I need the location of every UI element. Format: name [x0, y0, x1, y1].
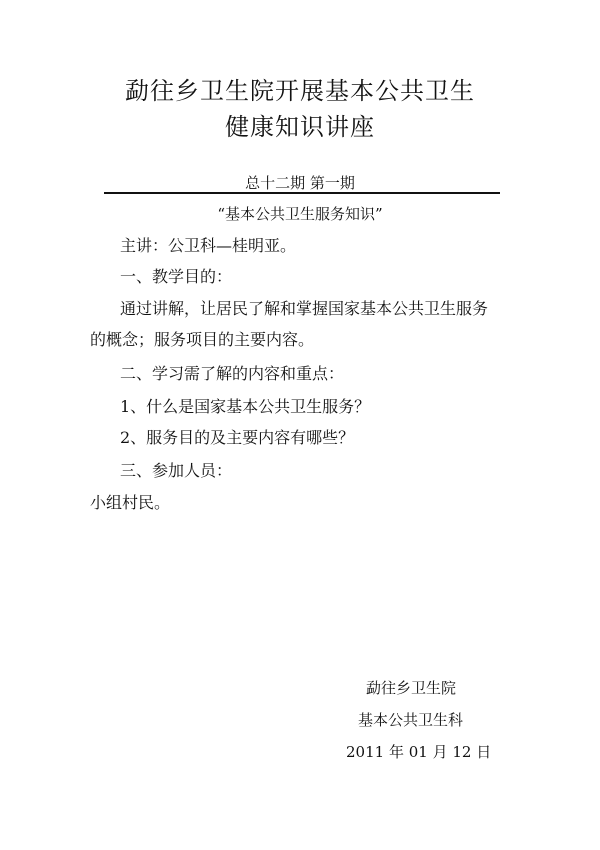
lecturer-line: 主讲：公卫科—桂明亚。	[120, 236, 297, 255]
section2-item1: 1、什么是国家基本公共卫生服务？	[120, 397, 371, 416]
document-title-line1: 勐往乡卫生院开展基本公共卫生	[125, 77, 475, 105]
section1-body-line2: 的概念；服务项目的主要内容。	[90, 330, 315, 349]
lecture-subtitle: “基本公共卫生服务知识”	[217, 205, 383, 223]
section2-item2: 2、服务目的及主要内容有哪些？	[120, 428, 355, 447]
section1-body-line1: 通过讲解，让居民了解和掌握国家基本公共卫生服务	[120, 299, 489, 318]
issue-number: 总十二期 第一期	[245, 174, 355, 192]
section3-heading: 三、参加人员：	[120, 461, 233, 480]
header-divider	[104, 192, 500, 194]
section3-body: 小组村民。	[90, 493, 171, 512]
document-title-line2: 健康知识讲座	[225, 113, 375, 141]
signature-dept: 基本公共卫生科	[358, 711, 464, 729]
section1-heading: 一、教学目的：	[120, 267, 233, 286]
section2-heading: 二、学习需了解的内容和重点：	[120, 364, 345, 383]
signature-date: 2011 年 01 月 12 日	[346, 743, 492, 761]
signature-org: 勐往乡卫生院	[366, 679, 457, 697]
